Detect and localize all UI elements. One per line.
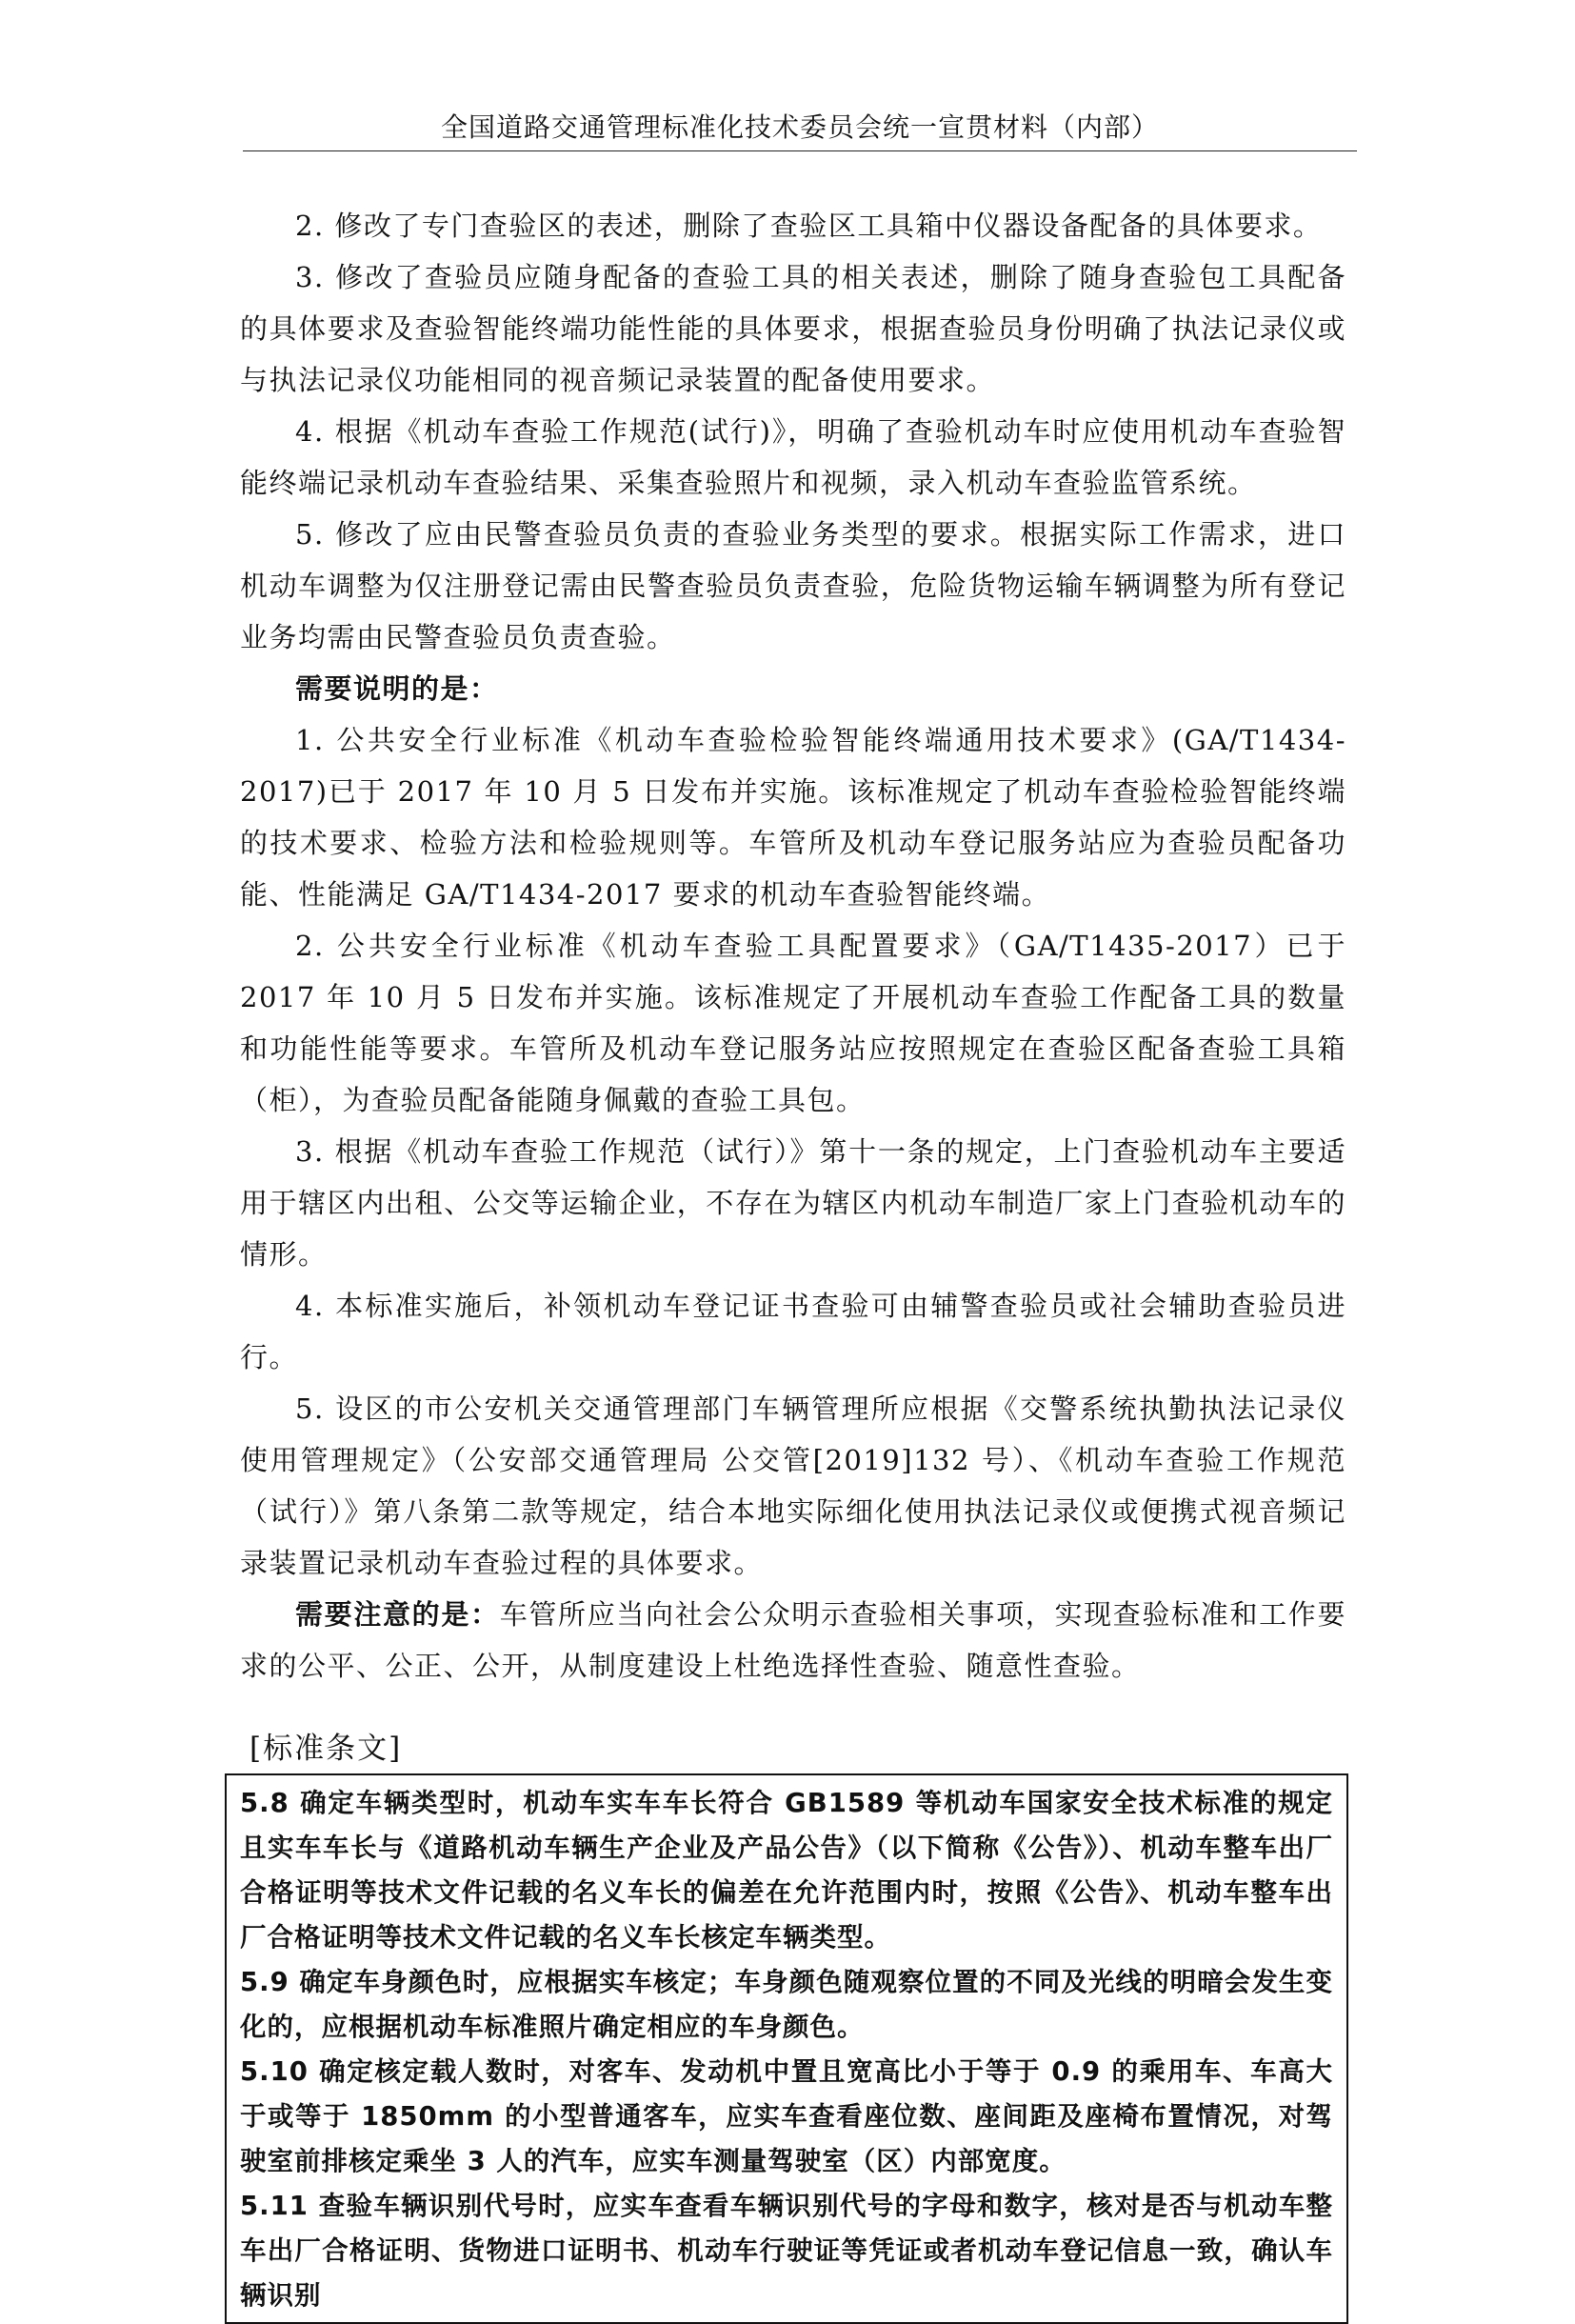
- standard-clauses-box: [225, 1773, 1348, 2324]
- notes-heading-line: [240, 663, 1346, 714]
- note-item-5: 5. 设区的市公安机关交通管理部门车辆管理所应根据《交警系统执勤执法记录仪使用管理规定》（公安部交通管理局 公交管[2019]132 号）、《机动车查验工作规范（试行）》第八条第二款等规定，结合本地实际细化使用执法记录仪或便携式视音频记录装置记录机动车查验过程的具体要求。: [240, 1392, 1346, 1579]
- note-item-4: 4. 本标准实施后，补领机动车登记证书查验可由辅警查验员或社会辅助查验员进行。: [240, 1290, 1346, 1373]
- paragraph-change-2: 2. 修改了专门查验区的表述，删除了查验区工具箱中仪器设备配备的具体要求。: [295, 210, 1323, 242]
- paragraph-change-5: 5. 修改了应由民警查验员负责的查验业务类型的要求。根据实际工作需求，进口机动车调整为仅注册登记需由民警查验员负责查验，危险货物运输车辆调整为所有登记业务均需由民警查验员负责查验。: [240, 518, 1346, 653]
- paragraph-change-3: 3. 修改了查验员应随身配备的查验工具的相关表述，删除了随身查验包工具配备的具体要求及查验智能终端功能性能的具体要求，根据查验员身份明确了执法记录仪或与执法记录仪功能相同的视音频记录装置的配备使用要求。: [240, 261, 1346, 396]
- paragraph-change-4: 4. 根据《机动车查验工作规范(试行)》，明确了查验机动车时应使用机动车查验智能终端记录机动车查验结果、采集查验照片和视频，录入机动车查验监管系统。: [240, 415, 1346, 499]
- document-body: [240, 200, 1346, 2324]
- attention-paragraph: [240, 1589, 1346, 1692]
- notes-heading: 需要说明的是：: [295, 672, 499, 705]
- clause-5-11: 5.11 查验车辆识别代号时，应实车查看车辆识别代号的字母和数字，核对是否与机动车整车出厂合格证明、货物进口证明书、机动车行驶证等凭证或者机动车登记信息一致，确认车辆识别: [240, 2191, 1333, 2311]
- note-item-3: 3. 根据《机动车查验工作规范（试行）》第十一条的规定，上门查验机动车主要适用于辖区内出租、公交等运输企业，不存在为辖区内机动车制造厂家上门查验机动车的情形。: [240, 1135, 1346, 1271]
- note-item-2: 2. 公共安全行业标准《机动车查验工具配置要求》（GA/T1435-2017）已于 2017 年 10 月 5 日发布并实施。该标准规定了开展机动车查验工作配备工具的数量和功能性能等要求。车管所及机动车登记服务站应按照规定在查验区配备查验工具箱（柜），为查验员配备能随身佩戴的查验工具包。: [240, 930, 1346, 1116]
- attention-heading: 需要注意的是：: [295, 1598, 500, 1631]
- page-header: 全国道路交通管理标准化技术委员会统一宣贯材料（内部）: [243, 107, 1357, 151]
- clause-5-10: 5.10 确定核定载人数时，对客车、发动机中置且宽高比小于等于 0.9 的乘用车、车高大于或等于 1850mm 的小型普通客车，应实车查看座位数、座间距及座椅布置情况，对驾驶室前排核定乘坐 3 人的汽车，应实车测量驾驶室（区）内部宽度。: [240, 2056, 1333, 2176]
- clause-5-9: 5.9 确定车身颜色时，应根据实车核定；车身颜色随观察位置的不同及光线的明暗会发生变化的，应根据机动车标准照片确定相应的车身颜色。: [240, 1967, 1333, 2042]
- note-item-1: 1. 公共安全行业标准《机动车查验检验智能终端通用技术要求》(GA/T1434-2017)已于 2017 年 10 月 5 日发布并实施。该标准规定了机动车查验检验智能终端的技术要求、检验方法和检验规则等。车管所及机动车登记服务站应为查验员配备功能、性能满足 GA/T1434-2017 要求的机动车查验智能终端。: [240, 724, 1346, 911]
- standard-label: [标准条文]: [249, 1732, 403, 1766]
- clause-5-8: 5.8 确定车辆类型时，机动车实车车长符合 GB1589 等机动车国家安全技术标准的规定且实车车长与《道路机动车辆生产企业及产品公告》（以下简称《公告》）、机动车整车出厂合格证明等技术文件记载的名义车长的偏差在允许范围内时，按照《公告》、机动车整车出厂合格证明等技术文件记载的名义车长核定车辆类型。: [240, 1788, 1333, 1953]
- attention-text: 车管所应当向社会公众明示查验相关事项，实现查验标准和工作要求的公平、公正、公开，从制度建设上杜绝选择性查验、随意性查验。: [240, 1598, 1346, 1682]
